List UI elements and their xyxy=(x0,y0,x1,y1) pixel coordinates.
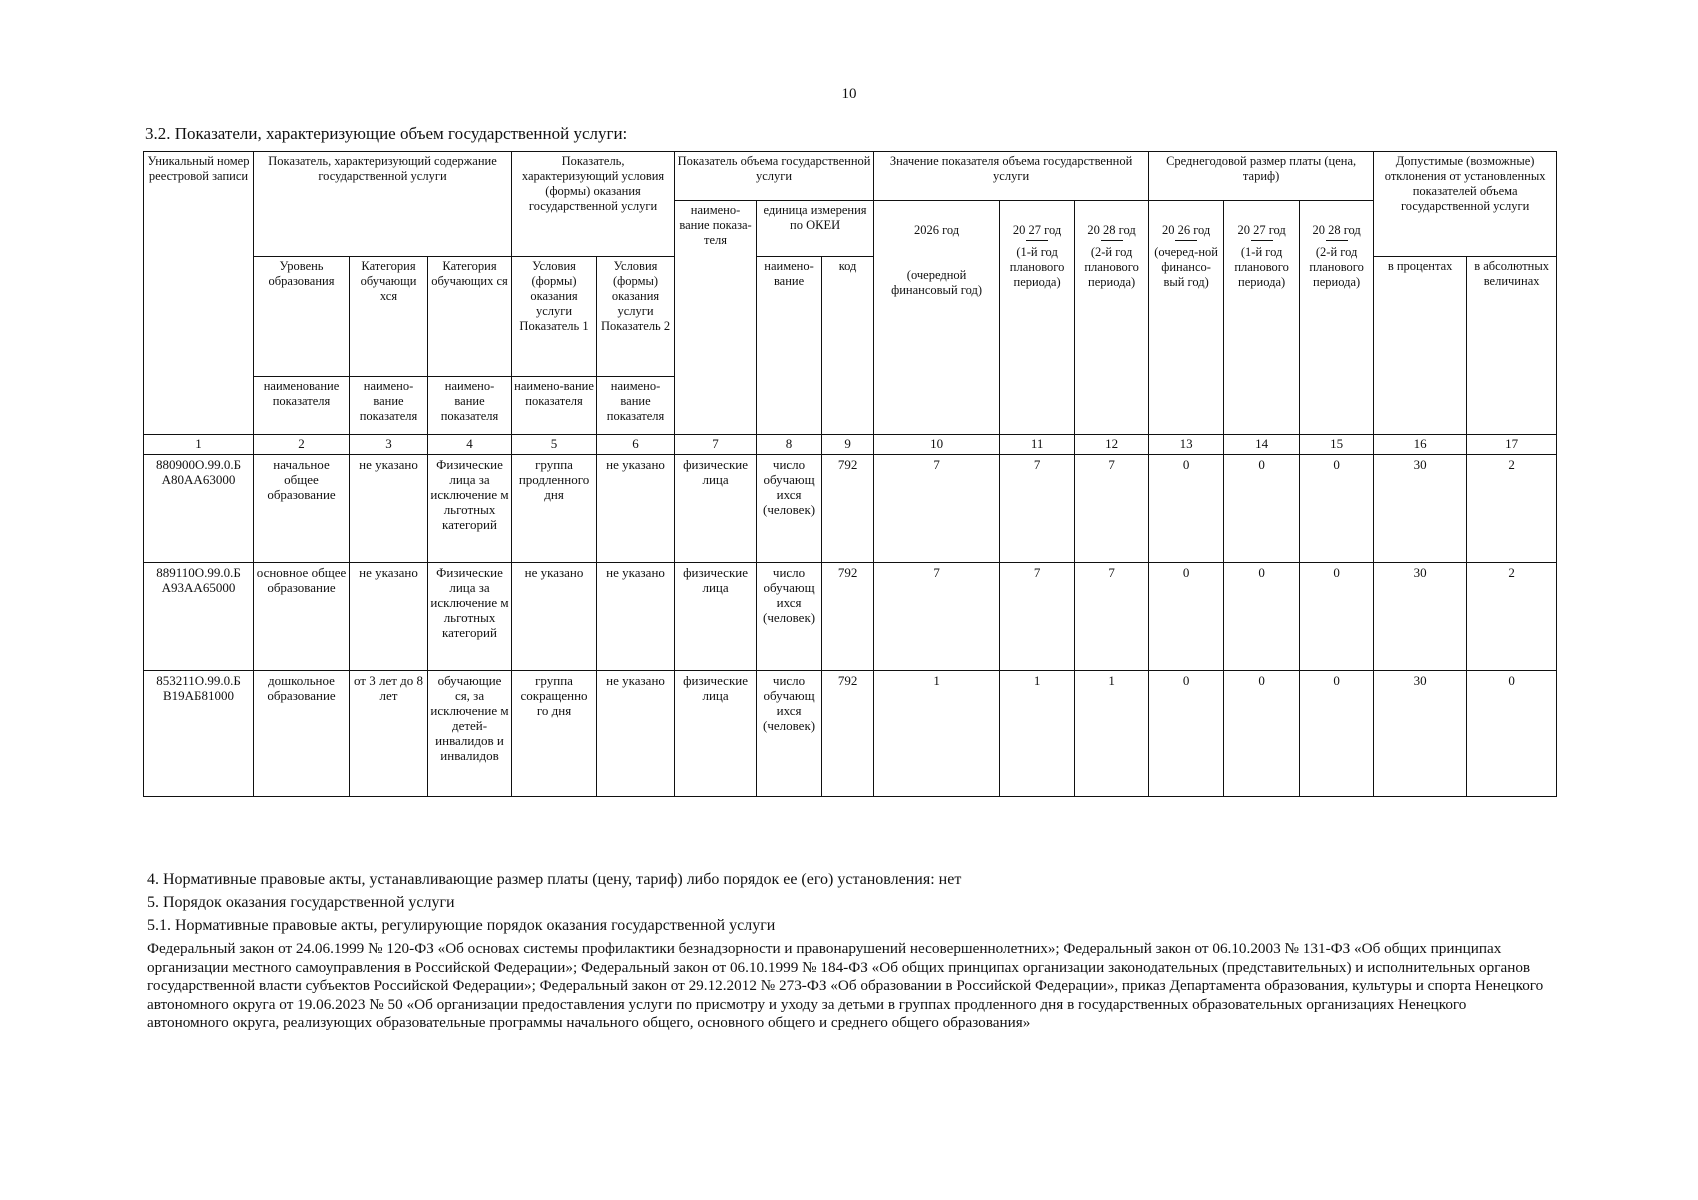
table-row xyxy=(144,563,1557,671)
cell-price-2028: 0 xyxy=(1300,455,1374,563)
column-number: 2 xyxy=(254,435,350,455)
cell-category-2: Физические лица за исключение м льготных категорий xyxy=(428,455,512,563)
cell-condition-2: не указано xyxy=(597,455,675,563)
cell-registry: 880900О.99.0.Б А80АА63000 xyxy=(144,455,254,563)
cell-price-2026: 0 xyxy=(1149,563,1224,671)
cell-value-2026: 7 xyxy=(874,563,1000,671)
table-row xyxy=(144,671,1557,797)
cell-condition-2: не указано xyxy=(597,671,675,797)
table-row xyxy=(144,455,1557,563)
value-2026-note: (очередной финансовый год) xyxy=(891,268,982,297)
cell-price-2028: 0 xyxy=(1300,671,1374,797)
cell-indicator: физические лица xyxy=(675,563,757,671)
blank-line xyxy=(1326,240,1348,241)
header-content: Показатель, характеризующий содержание государственной услуги xyxy=(254,152,512,257)
column-number: 5 xyxy=(512,435,597,455)
value-2027-label: 20 27 год xyxy=(1012,223,1062,237)
column-number: 14 xyxy=(1224,435,1300,455)
cell-dev-percent: 30 xyxy=(1374,455,1467,563)
header-unit-name: наимено-вание xyxy=(757,257,822,435)
cell-condition-1: группа сокращенно го дня xyxy=(512,671,597,797)
page-number: 10 xyxy=(841,86,857,102)
value-2027-note: (1-й год планового периода) xyxy=(1009,245,1065,289)
cell-unit-code: 792 xyxy=(822,563,874,671)
blank-line xyxy=(1026,240,1048,241)
price-2028-note: (2-й год планового периода) xyxy=(1309,245,1364,289)
value-2028-note: (2-й год планового периода) xyxy=(1084,245,1139,289)
column-number: 17 xyxy=(1467,435,1557,455)
price-2026-label: 20 26 год xyxy=(1161,223,1211,237)
blank-line xyxy=(1101,240,1123,241)
cell-unit-name: число обучающ ихся (человек) xyxy=(757,671,822,797)
laws-paragraph: Федеральный закон от 24.06.1999 № 120-ФЗ «Об основах системы профилактики безнадзорности и правонарушений несовершеннолетних»; Федеральный закон от 06.10.2003 № 131-ФЗ «Об общих принципах организации местного самоуправления в Российской Федерации»; Федеральный закон от 06.10.1999 № 184-ФЗ «Об общих принципах организации законодательных (представительных) и исполнительных органов государственной власти субъектов Российской Федерации»; Федеральный закон от 29.12.2012 № 273-ФЗ «Об образовании в Российской Федерации», приказ Департамента образования, культуры и спорта Ненецкого автономного округа от 19.06.2023 № 50 «Об организации предоставления услуги по присмотру и уходу за детьми в группах продленного дня в государственных образовательных организациях Ненецкого автономного округа, реализующих образовательные программы начального общего, основного общего и среднего общего образования» xyxy=(147,940,1544,1031)
cell-price-2027: 0 xyxy=(1224,455,1300,563)
cell-value-2026: 7 xyxy=(874,455,1000,563)
cell-registry: 889110О.99.0.Б А93АА65000 xyxy=(144,563,254,671)
header-name-indicator-3: наимено-вание показателя xyxy=(428,377,512,435)
header-name-indicator-2: наимено-вание показателя xyxy=(350,377,428,435)
cell-unit-name: число обучающ ихся (человек) xyxy=(757,455,822,563)
column-number: 13 xyxy=(1149,435,1224,455)
cell-indicator: физические лица xyxy=(675,671,757,797)
volume-indicators-table xyxy=(143,151,1557,797)
cell-price-2026: 0 xyxy=(1149,455,1224,563)
value-2028-label: 20 28 год xyxy=(1087,223,1136,237)
column-number: 9 xyxy=(822,435,874,455)
price-2027-label: 20 27 год xyxy=(1237,223,1286,237)
cell-category-1: не указано xyxy=(350,563,428,671)
cell-value-2027: 7 xyxy=(1000,563,1075,671)
header-condition-2: Условия (формы) оказания услуги Показатель 2 xyxy=(597,257,675,377)
header-condition-1: Условия (формы) оказания услуги Показатель 1 xyxy=(512,257,597,377)
column-number: 16 xyxy=(1374,435,1467,455)
cell-registry: 853211О.99.0.Б В19АБ81000 xyxy=(144,671,254,797)
price-2026-note: (очеред-ной финансо-вый год) xyxy=(1154,245,1218,289)
header-deviation: Допустимые (возможные) отклонения от установленных показателей объема государственной услуги xyxy=(1374,152,1557,257)
header-volume: Показатель объема государственной услуги xyxy=(675,152,874,201)
cell-level: дошкольное образование xyxy=(254,671,350,797)
cell-condition-2: не указано xyxy=(597,563,675,671)
header-value-2028 xyxy=(1075,201,1149,435)
cell-dev-percent: 30 xyxy=(1374,563,1467,671)
header-name-indicator-5: наимено-вание показателя xyxy=(597,377,675,435)
column-number: 11 xyxy=(1000,435,1075,455)
cell-value-2027: 7 xyxy=(1000,455,1075,563)
column-number: 3 xyxy=(350,435,428,455)
cell-condition-1: не указано xyxy=(512,563,597,671)
cell-condition-1: группа продленного дня xyxy=(512,455,597,563)
header-dev-abs: в абсолютных величинах xyxy=(1467,257,1557,435)
blank-line xyxy=(1175,240,1197,241)
header-value-2026 xyxy=(874,201,1000,435)
cell-level: начальное общее образование xyxy=(254,455,350,563)
price-2028-label: 20 28 год xyxy=(1312,223,1361,237)
header-price: Среднегодовой размер платы (цена, тариф) xyxy=(1149,152,1374,201)
cell-dev-abs: 2 xyxy=(1467,455,1557,563)
cell-value-2026: 1 xyxy=(874,671,1000,797)
header-price-2028 xyxy=(1300,201,1374,435)
cell-level: основное общее образование xyxy=(254,563,350,671)
cell-value-2028: 7 xyxy=(1075,455,1149,563)
cell-category-2: обучающие ся, за исключение м детей-инвалидов и инвалидов xyxy=(428,671,512,797)
header-name-indicator-1: наименование показателя xyxy=(254,377,350,435)
cell-unit-code: 792 xyxy=(822,455,874,563)
column-number: 10 xyxy=(874,435,1000,455)
cell-unit-name: число обучающ ихся (человек) xyxy=(757,563,822,671)
column-number: 15 xyxy=(1300,435,1374,455)
paragraph-5-1: 5.1. Нормативные правовые акты, регулирующие порядок оказания государственной услуги xyxy=(147,917,776,934)
cell-price-2026: 0 xyxy=(1149,671,1224,797)
column-number-row xyxy=(144,435,1557,455)
column-number: 7 xyxy=(675,435,757,455)
header-conditions: Показатель, характеризующий условия (формы) оказания государственной услуги xyxy=(512,152,675,257)
header-volume-name: наимено-вание показа-теля xyxy=(675,201,757,435)
section-title: 3.2. Показатели, характеризующие объем государственной услуги: xyxy=(145,124,628,143)
cell-value-2028: 7 xyxy=(1075,563,1149,671)
cell-unit-code: 792 xyxy=(822,671,874,797)
header-unit: единица измерения по ОКЕИ xyxy=(757,201,874,257)
cell-indicator: физические лица xyxy=(675,455,757,563)
cell-value-2028: 1 xyxy=(1075,671,1149,797)
blank-line xyxy=(1251,240,1273,241)
cell-dev-abs: 0 xyxy=(1467,671,1557,797)
cell-price-2027: 0 xyxy=(1224,563,1300,671)
cell-dev-percent: 30 xyxy=(1374,671,1467,797)
paragraph-4: 4. Нормативные правовые акты, устанавливающие размер платы (цену, тариф) либо порядок ее (его) установления: нет xyxy=(147,871,962,888)
column-number: 1 xyxy=(144,435,254,455)
header-dev-percent: в процентах xyxy=(1374,257,1467,435)
header-value: Значение показателя объема государственной услуги xyxy=(874,152,1149,201)
header-level: Уровень образования xyxy=(254,257,350,377)
cell-category-1: от 3 лет до 8 лет xyxy=(350,671,428,797)
paragraph-5: 5. Порядок оказания государственной услуги xyxy=(147,894,455,911)
cell-category-2: Физические лица за исключение м льготных категорий xyxy=(428,563,512,671)
header-price-2027 xyxy=(1224,201,1300,435)
column-number: 12 xyxy=(1075,435,1149,455)
column-number: 4 xyxy=(428,435,512,455)
header-registry: Уникальный номер реестровой записи xyxy=(144,152,254,435)
header-category-1: Категория обучающи хся xyxy=(350,257,428,377)
header-unit-code: код xyxy=(822,257,874,435)
value-2026-label: 2026 год xyxy=(913,223,960,237)
cell-category-1: не указано xyxy=(350,455,428,563)
column-number: 6 xyxy=(597,435,675,455)
header-price-2026 xyxy=(1149,201,1224,435)
cell-price-2027: 0 xyxy=(1224,671,1300,797)
header-value-2027 xyxy=(1000,201,1075,435)
price-2027-note: (1-й год планового периода) xyxy=(1234,245,1289,289)
cell-value-2027: 1 xyxy=(1000,671,1075,797)
cell-price-2028: 0 xyxy=(1300,563,1374,671)
header-category-2: Категория обучающих ся xyxy=(428,257,512,377)
header-name-indicator-4: наимено-вание показателя xyxy=(512,377,597,435)
column-number: 8 xyxy=(757,435,822,455)
cell-dev-abs: 2 xyxy=(1467,563,1557,671)
